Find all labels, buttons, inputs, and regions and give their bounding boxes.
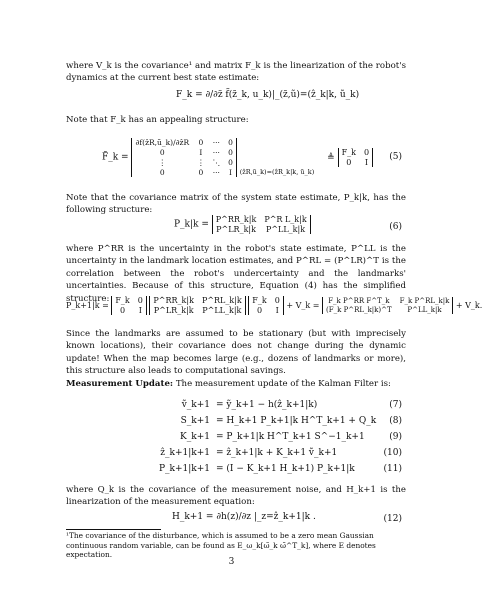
paragraph-covariance: Note that the covariance matrix of the system state estimate, P_k|k, has the following structure: bbox=[66, 193, 406, 216]
matrix-fk-full bbox=[131, 138, 236, 177]
paragraph-intro: where V_k is the covariance¹ and matrix F_k is the linearization of the robot's dynamics at the current best state estimate: bbox=[66, 61, 406, 84]
kalman-equation-number: (10) bbox=[383, 448, 402, 458]
section-heading: Measurement Update: bbox=[66, 379, 174, 389]
equation-12 bbox=[172, 512, 316, 522]
paragraph-structure: Note that F_k has an appealing structure: bbox=[66, 115, 249, 125]
matrix-p-kk bbox=[212, 215, 311, 234]
matrix-cell: I bbox=[364, 158, 369, 167]
matrix-cell: ⋱ bbox=[212, 158, 221, 167]
matrix-cell: 0 bbox=[198, 168, 204, 177]
kalman-equation-rhs: = ỹ_k+1 − h(ẑ_k+1|k) bbox=[216, 400, 318, 410]
equation-12-lhs: H_k+1 = bbox=[172, 512, 214, 522]
paragraph-uncertainty: where P^RR is the uncertainty in the robot's state estimate, P^LL is the uncertainty in the landmark location estimates, and P^RL = (P^LR)^T is the correlation between the robot's undercertainty and the landmarks' uncertainties. Because of this structure, Equation (4) has the simplified structure: bbox=[66, 244, 406, 304]
matrix-cell: P^LR_k|k bbox=[216, 225, 256, 234]
equation-fk-lhs: F_k bbox=[176, 90, 193, 100]
matrix-cell: 0 bbox=[274, 296, 280, 305]
matrix-cell: ∂f(ẑR,ũ_k)/∂ẑR bbox=[135, 138, 190, 147]
matrix-cell: I bbox=[229, 168, 232, 177]
footnote: ¹The covariance of the disturbance, which is assumed to be a zero mean Gaussian continuous random variable, can be found as E_ω_k[ω̃_k ω̃^T_k], where E denotes expectation. bbox=[66, 531, 376, 560]
matrix-cell: ··· bbox=[212, 148, 220, 157]
matrix-cell: F_k P^RL_k|k bbox=[399, 297, 450, 305]
matrix-cell: F_k P^RR F^T_k bbox=[328, 297, 390, 305]
matrix-cell: 0 bbox=[159, 148, 165, 157]
paragraph-measurement-update bbox=[66, 378, 406, 390]
matrix-fk-right-transposed bbox=[248, 296, 284, 315]
equation-prediction-lhs: P_k+1|k = bbox=[66, 301, 109, 310]
equation-5-defsym: ≜ bbox=[327, 152, 335, 163]
kalman-equation-rhs: = ẑ_k+1|k + K_k+1 ṽ_k+1 bbox=[216, 448, 338, 458]
matrix-cell: ··· bbox=[212, 168, 220, 177]
equation-12-number: (12) bbox=[383, 514, 402, 524]
matrix-cell: P^RR_k|k bbox=[215, 215, 257, 224]
matrix-cell: ··· bbox=[212, 138, 220, 147]
equation-6-number: (6) bbox=[389, 222, 402, 232]
matrix-cell: I bbox=[199, 148, 203, 157]
matrix-cell: 0 bbox=[228, 158, 233, 167]
matrix-p-prior bbox=[149, 296, 245, 315]
matrix-cell: 0 bbox=[256, 306, 263, 315]
matrix-cell: F_k bbox=[252, 296, 267, 305]
kalman-equation-rhs: = H_k+1 P_k+1|k H^T_k+1 + Q_k bbox=[216, 416, 377, 426]
kalman-equation-lhs: ṽ_k+1 bbox=[181, 400, 210, 410]
kalman-equation-number: (9) bbox=[389, 432, 402, 442]
matrix-cell: F_k bbox=[341, 148, 356, 157]
matrix-cell: P^LL_k|k bbox=[265, 225, 306, 234]
matrix-cell: P^R L_k|k bbox=[264, 215, 307, 224]
equation-prediction bbox=[66, 296, 482, 315]
matrix-cell: I bbox=[275, 306, 279, 315]
equation-12-rhs: ∂h(z)/∂z |_z=ẑ_k+1|k . bbox=[216, 512, 316, 522]
matrix-cell: 0 bbox=[198, 138, 204, 147]
matrix-cell: ⋮ bbox=[158, 158, 167, 167]
equation-prediction-tail: + V_k. bbox=[455, 301, 482, 310]
equation-5-lhs: F̃_k = bbox=[102, 152, 129, 163]
kalman-equation-lhs: S_k+1 bbox=[180, 416, 210, 426]
matrix-cell: (F_k P^RL_k|k)^T bbox=[326, 306, 392, 314]
section-heading-text: The measurement update of the Kalman Filter is: bbox=[173, 379, 391, 389]
kalman-equation-number: (11) bbox=[383, 464, 402, 474]
matrix-fk-block bbox=[338, 148, 374, 167]
matrix-cell: 0 bbox=[120, 306, 126, 315]
matrix-fk-left bbox=[111, 296, 147, 315]
page-number: 3 bbox=[228, 557, 235, 567]
equation-5-number: (5) bbox=[389, 152, 402, 162]
matrix-p-predicted bbox=[322, 297, 453, 314]
matrix-cell: 0 bbox=[228, 148, 233, 157]
kalman-equation-number: (8) bbox=[389, 416, 402, 426]
equation-fk: F_k = ∂/∂z̃ f̃(z̃_k, u_k)|_(z̃,ũ)=(ẑ_k|k, ũ_k) bbox=[176, 90, 360, 100]
matrix-cell: P^LL_k|k bbox=[407, 306, 442, 314]
kalman-equation-rhs: = P_k+1|k H^T_k+1 S^−1_k+1 bbox=[216, 432, 365, 442]
matrix-cell: P^RR_k|k bbox=[153, 296, 194, 305]
kalman-equation-rhs: = (I − K_k+1 H_k+1) P_k+1|k bbox=[216, 464, 355, 474]
equation-fk-rhs: ∂/∂z̃ f̃(z̃_k, u_k)|_(z̃,ũ)=(ẑ_k|k, ũ_k) bbox=[205, 90, 360, 100]
equation-5 bbox=[102, 138, 373, 177]
kalman-equation-lhs: K_k+1 bbox=[180, 432, 210, 442]
matrix-cell: 0 bbox=[228, 138, 233, 147]
matrix-cell: ⋮ bbox=[197, 158, 205, 167]
paragraph-landmarks: Since the landmarks are assumed to be stationary (but with imprecisely known locations), their covariance does not change during the dynamic update! When the map becomes large (e.g., dozens of landmarks or more), this structure also leads to computational savings. bbox=[66, 329, 406, 377]
kalman-equation-number: (7) bbox=[389, 400, 402, 410]
matrix-cell: I bbox=[138, 306, 142, 315]
kalman-equation-lhs: ẑ_k+1|k+1 bbox=[160, 448, 210, 458]
matrix-cell: 0 bbox=[346, 158, 352, 167]
matrix-cell: F_k bbox=[115, 296, 130, 305]
paragraph-measurement-noise: where Q_k is the covariance of the measurement noise, and H_k+1 is the linearization of the measurement equation: bbox=[66, 485, 406, 508]
matrix-cell: 0 bbox=[159, 168, 165, 177]
equation-5-subscript: (ẑR,ũ_k)=(ẑR_k|k, ũ_k) bbox=[239, 168, 315, 176]
matrix-cell: P^LR_k|k bbox=[153, 306, 194, 315]
matrix-cell: 0 bbox=[363, 148, 370, 157]
equation-6 bbox=[174, 215, 311, 234]
equation-6-lhs: P_k|k = bbox=[174, 219, 209, 230]
kalman-equation-lhs: P_k+1|k+1 bbox=[158, 464, 210, 474]
matrix-cell: P^RL_k|k bbox=[201, 296, 242, 305]
matrix-cell: P^LL_k|k bbox=[202, 306, 242, 315]
matrix-cell: 0 bbox=[137, 296, 143, 305]
equation-prediction-mid: + V_k = bbox=[286, 301, 320, 310]
footnote-rule bbox=[66, 529, 161, 530]
